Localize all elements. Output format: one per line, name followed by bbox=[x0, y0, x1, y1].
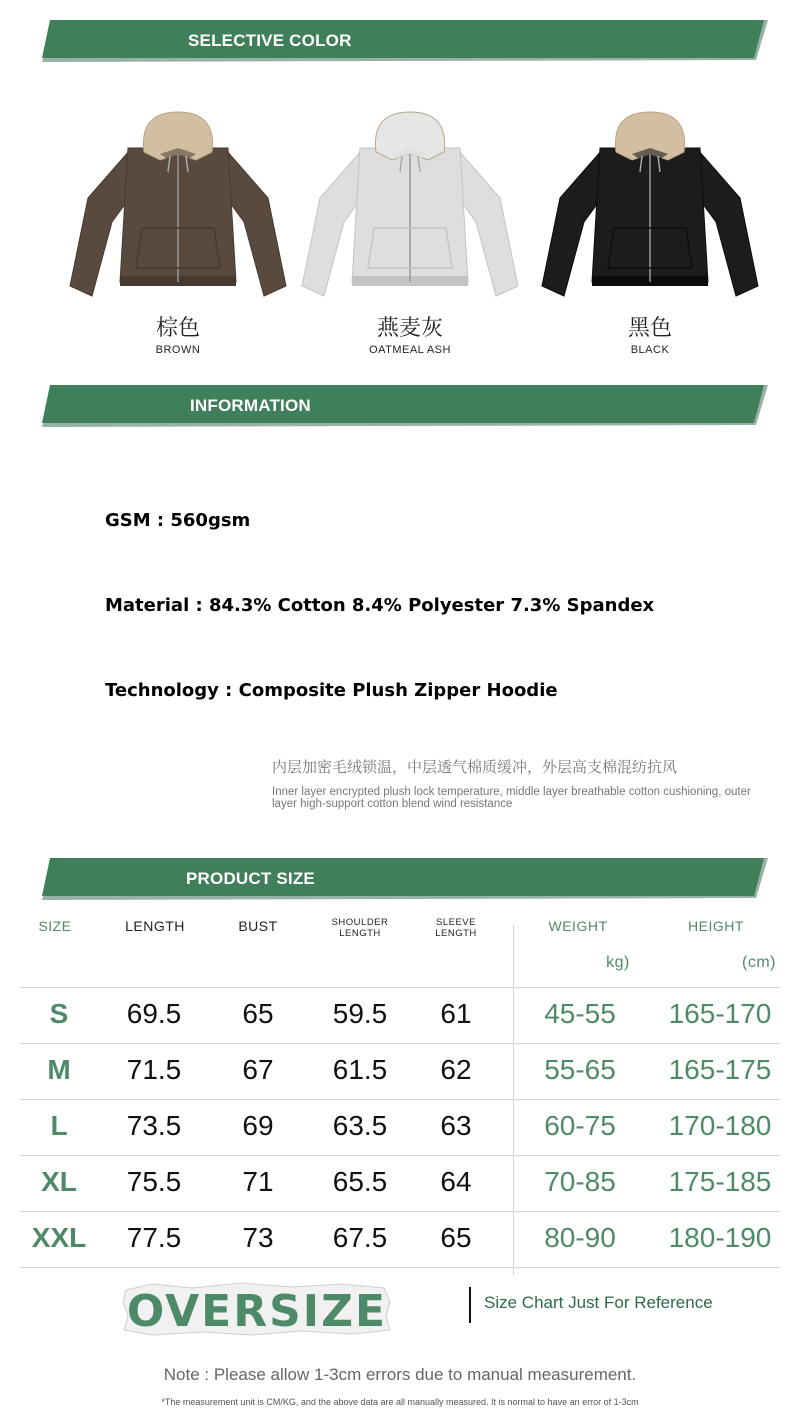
cell-height: 180-190 bbox=[668, 1222, 772, 1253]
table-row bbox=[20, 1099, 780, 1156]
header-shoulder-line1: SHOULDER bbox=[331, 917, 389, 928]
product-card-brown[interactable] bbox=[68, 110, 288, 356]
table-bottom-border bbox=[20, 1267, 780, 1268]
fine-print: *The measurement unit is CM/KG, and the above data are all manually measured. It is normal to have an error of 1-3cm bbox=[161, 1397, 639, 1407]
cell-bust: 73 bbox=[242, 1222, 274, 1253]
hoodie-image bbox=[540, 110, 760, 305]
section-banner-information bbox=[42, 385, 768, 427]
divider bbox=[469, 1287, 471, 1323]
cell-size: L bbox=[50, 1110, 68, 1141]
cell-length: 77.5 bbox=[126, 1222, 182, 1253]
header-length: LENGTH bbox=[125, 918, 185, 934]
hoodie-image bbox=[300, 110, 520, 305]
cell-shoulder: 61.5 bbox=[332, 1054, 388, 1085]
cell-shoulder: 63.5 bbox=[332, 1110, 388, 1141]
section-title: SELECTIVE COLOR bbox=[188, 31, 352, 50]
cell-shoulder: 65.5 bbox=[332, 1166, 388, 1197]
color-name-en: BLACK bbox=[630, 344, 670, 356]
cell-bust: 71 bbox=[242, 1166, 274, 1197]
info-gsm: GSM : 560gsm bbox=[105, 510, 251, 531]
cell-size: XL bbox=[41, 1166, 77, 1197]
cell-length: 75.5 bbox=[126, 1166, 182, 1197]
cell-height: 165-170 bbox=[668, 998, 772, 1029]
cell-bust: 69 bbox=[242, 1110, 274, 1141]
cell-weight: 70-85 bbox=[544, 1166, 616, 1197]
cell-weight: 80-90 bbox=[544, 1222, 616, 1253]
cell-sleeve: 62 bbox=[440, 1054, 472, 1085]
color-name-cn: 棕色 bbox=[155, 316, 200, 341]
header-height: HEIGHT bbox=[688, 918, 744, 934]
oversize-stamp bbox=[122, 1282, 392, 1336]
cell-weight: 60-75 bbox=[544, 1110, 616, 1141]
banner-shape bbox=[42, 385, 768, 427]
cell-shoulder: 59.5 bbox=[332, 998, 388, 1029]
color-name-en: OATMEAL ASH bbox=[369, 344, 451, 356]
header-shoulder-line2: LENGTH bbox=[339, 928, 381, 939]
color-name-cn: 燕麦灰 bbox=[376, 316, 443, 341]
cell-sleeve: 64 bbox=[440, 1166, 472, 1197]
header-shoulder-length bbox=[320, 917, 400, 939]
header-height-unit: (cm) bbox=[742, 954, 776, 971]
product-card-oatmeal-ash[interactable] bbox=[300, 110, 520, 356]
section-banner-selective-color bbox=[42, 20, 768, 62]
color-name-en: BROWN bbox=[155, 344, 201, 356]
section-banner-product-size bbox=[42, 858, 768, 900]
section-title: INFORMATION bbox=[190, 396, 311, 415]
info-technology: Technology : Composite Plush Zipper Hoodie bbox=[105, 680, 558, 701]
color-name-cn: 黑色 bbox=[627, 316, 672, 341]
cell-weight: 55-65 bbox=[544, 1054, 616, 1085]
product-card-black[interactable] bbox=[540, 110, 760, 356]
banner-shape bbox=[42, 20, 768, 62]
cell-length: 71.5 bbox=[126, 1054, 182, 1085]
cell-sleeve: 63 bbox=[440, 1110, 472, 1141]
cell-size: XXL bbox=[31, 1222, 87, 1253]
section-title: PRODUCT SIZE bbox=[186, 869, 315, 888]
layer-note-en: Inner layer encrypted plush lock temperature, middle layer breathable cotton cushioning, outer layer high-support cotton blend wind resistance bbox=[272, 786, 751, 810]
table-row bbox=[20, 1043, 780, 1100]
cell-shoulder: 67.5 bbox=[332, 1222, 388, 1253]
table-row bbox=[20, 1211, 780, 1268]
hoodie-image bbox=[68, 110, 288, 305]
header-size: SIZE bbox=[38, 918, 72, 934]
cell-sleeve: 61 bbox=[440, 998, 472, 1029]
info-material: Material : 84.3% Cotton 8.4% Polyester 7.3% Spandex bbox=[105, 595, 655, 616]
table-row bbox=[20, 1155, 780, 1212]
cell-height: 175-185 bbox=[668, 1166, 772, 1197]
cell-size: S bbox=[49, 998, 69, 1029]
cell-bust: 67 bbox=[242, 1054, 274, 1085]
header-sleeve-length bbox=[416, 917, 496, 939]
cell-bust: 65 bbox=[242, 998, 274, 1029]
layer-note-cn: 内层加密毛绒锁温，中层透气棉质缓冲，外层高支棉混纺抗风 bbox=[272, 758, 678, 776]
cell-height: 165-175 bbox=[668, 1054, 772, 1085]
header-weight-unit: kg) bbox=[606, 954, 630, 971]
reference-note: Size Chart Just For Reference bbox=[484, 1293, 713, 1312]
cell-length: 73.5 bbox=[126, 1110, 182, 1141]
header-weight: WEIGHT bbox=[548, 918, 608, 934]
cell-height: 170-180 bbox=[668, 1110, 772, 1141]
cell-weight: 45-55 bbox=[544, 998, 616, 1029]
banner-shape bbox=[42, 858, 768, 900]
cell-sleeve: 65 bbox=[440, 1222, 472, 1253]
measurement-note: Note : Please allow 1-3cm errors due to manual measurement. bbox=[163, 1365, 637, 1384]
header-sleeve-line2: LENGTH bbox=[435, 928, 477, 939]
cell-length: 69.5 bbox=[126, 998, 182, 1029]
header-sleeve-line1: SLEEVE bbox=[436, 917, 476, 928]
oversize-label: OVERSIZE bbox=[126, 1286, 388, 1337]
table-row bbox=[20, 987, 780, 1044]
header-bust: BUST bbox=[238, 918, 278, 934]
cell-size: M bbox=[47, 1054, 71, 1085]
